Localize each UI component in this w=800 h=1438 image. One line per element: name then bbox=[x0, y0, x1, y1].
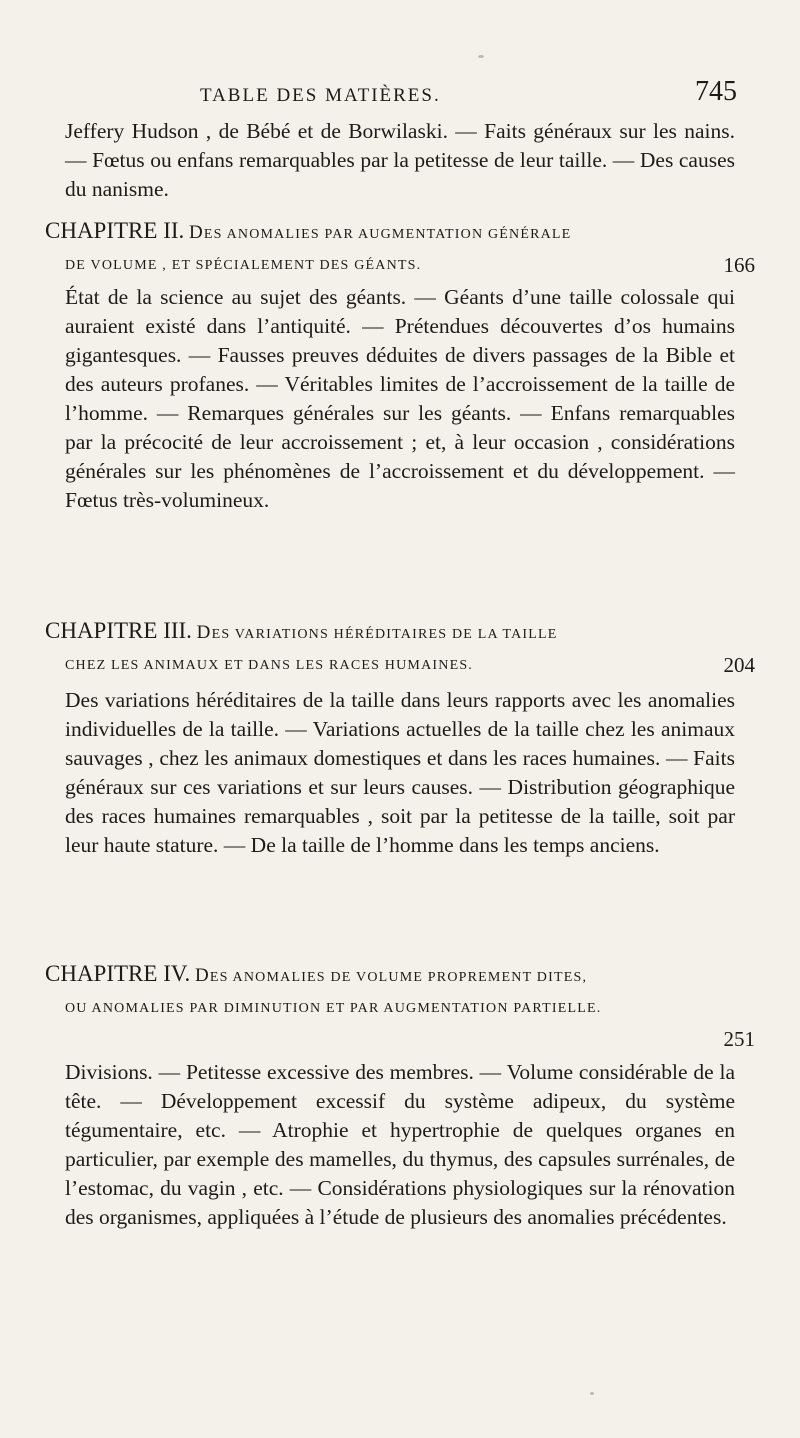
paper-speck bbox=[478, 55, 484, 58]
chapter-4-heading bbox=[45, 958, 755, 1051]
chapter-4-summary: Divisions. — Petitesse excessive des membres. — Volume considérable de la tête. — Développement excessif du système adipeux, du système tégumentaire, etc. — Atrophie et hypertrophie de quelques organes en particulier, par exemple des mamelles, du thymus, des capsules surrénales, de l’estomac, du vagin , etc. — Considérations physiologiques sur la rénovation des organismes, appliquées à l’étude de plusieurs des anomalies précédentes. bbox=[65, 1060, 735, 1229]
running-head: TABLE DES MATIÈRES. bbox=[200, 85, 441, 106]
page-number: 745 bbox=[695, 76, 737, 107]
chapter-2-summary: État de la science au sujet des géants. — Géants d’une taille colossale qui auraient existé dans l’antiquité. — Prétendues découvertes d’os humains gigantesques. — Fausses preuves déduites de divers passages de la Bible et des auteurs profanes. — Véritables limites de l’accroissement de la taille de l’homme. — Remarques générales sur les géants. — Enfans remarquables par la précocité de leur accroissement ; et, à leur occasion , considérations générales sur les phénomènes de l’accroissement et du développement. — Fœtus très-volumineux. bbox=[65, 285, 735, 512]
chapter-3-number: CHAPITRE III. bbox=[45, 618, 192, 643]
chapter-3-title-line2: CHEZ LES ANIMAUX ET DANS LES RACES HUMAINES. bbox=[65, 658, 474, 673]
chapter-2-number: CHAPITRE II. bbox=[45, 218, 185, 243]
intro-paragraph: Jeffery Hudson , de Bébé et de Borwilaski. — Faits généraux sur les nains. — Fœtus ou enfans remarquables par la petitesse de leur taille. — Des causes du nanisme. bbox=[65, 119, 735, 201]
chapter-4-title-initial: D bbox=[194, 965, 210, 986]
chapter-2-heading bbox=[45, 215, 755, 281]
chapter-3-summary: Des variations héréditaires de la taille dans leurs rapports avec les anomalies individuelles de la taille. — Variations actuelles de la taille chez les animaux sauvages , chez les animaux domestiques et dans les races humaines. — Faits généraux sur ces variations et sur leurs causes. — Distribution géographique des races humaines remarquables , soit par la petitesse de la taille, soit par leur haute stature. — De la taille de l’homme dans les temps anciens. bbox=[65, 688, 735, 857]
chapter-3-page-ref: 204 bbox=[723, 653, 755, 677]
chapter-3-title-line1: ES VARIATIONS HÉRÉDITAIRES DE LA TAILLE bbox=[211, 627, 558, 642]
chapter-4-number: CHAPITRE IV. bbox=[45, 961, 191, 986]
chapter-2-page-ref: 166 bbox=[723, 253, 755, 277]
chapter-3-heading bbox=[45, 615, 755, 681]
chapter-4-title-line1: ES ANOMALIES DE VOLUME PROPREMENT DITES, bbox=[209, 970, 588, 985]
chapter-2-title-line2: DE VOLUME , ET SPÉCIALEMENT DES GÉANTS. bbox=[65, 258, 422, 273]
chapter-2-title-initial: D bbox=[188, 222, 204, 243]
chapter-3-title-initial: D bbox=[196, 622, 212, 643]
paper-speck bbox=[590, 1392, 594, 1395]
chapter-2-title-line1: ES ANOMALIES PAR AUGMENTATION GÉNÉRALE bbox=[203, 227, 572, 242]
chapter-4-title-line2: OU ANOMALIES PAR DIMINUTION ET PAR AUGMENTATION PARTIELLE. bbox=[65, 1001, 602, 1016]
chapter-4-page-ref: 251 bbox=[723, 1027, 755, 1051]
